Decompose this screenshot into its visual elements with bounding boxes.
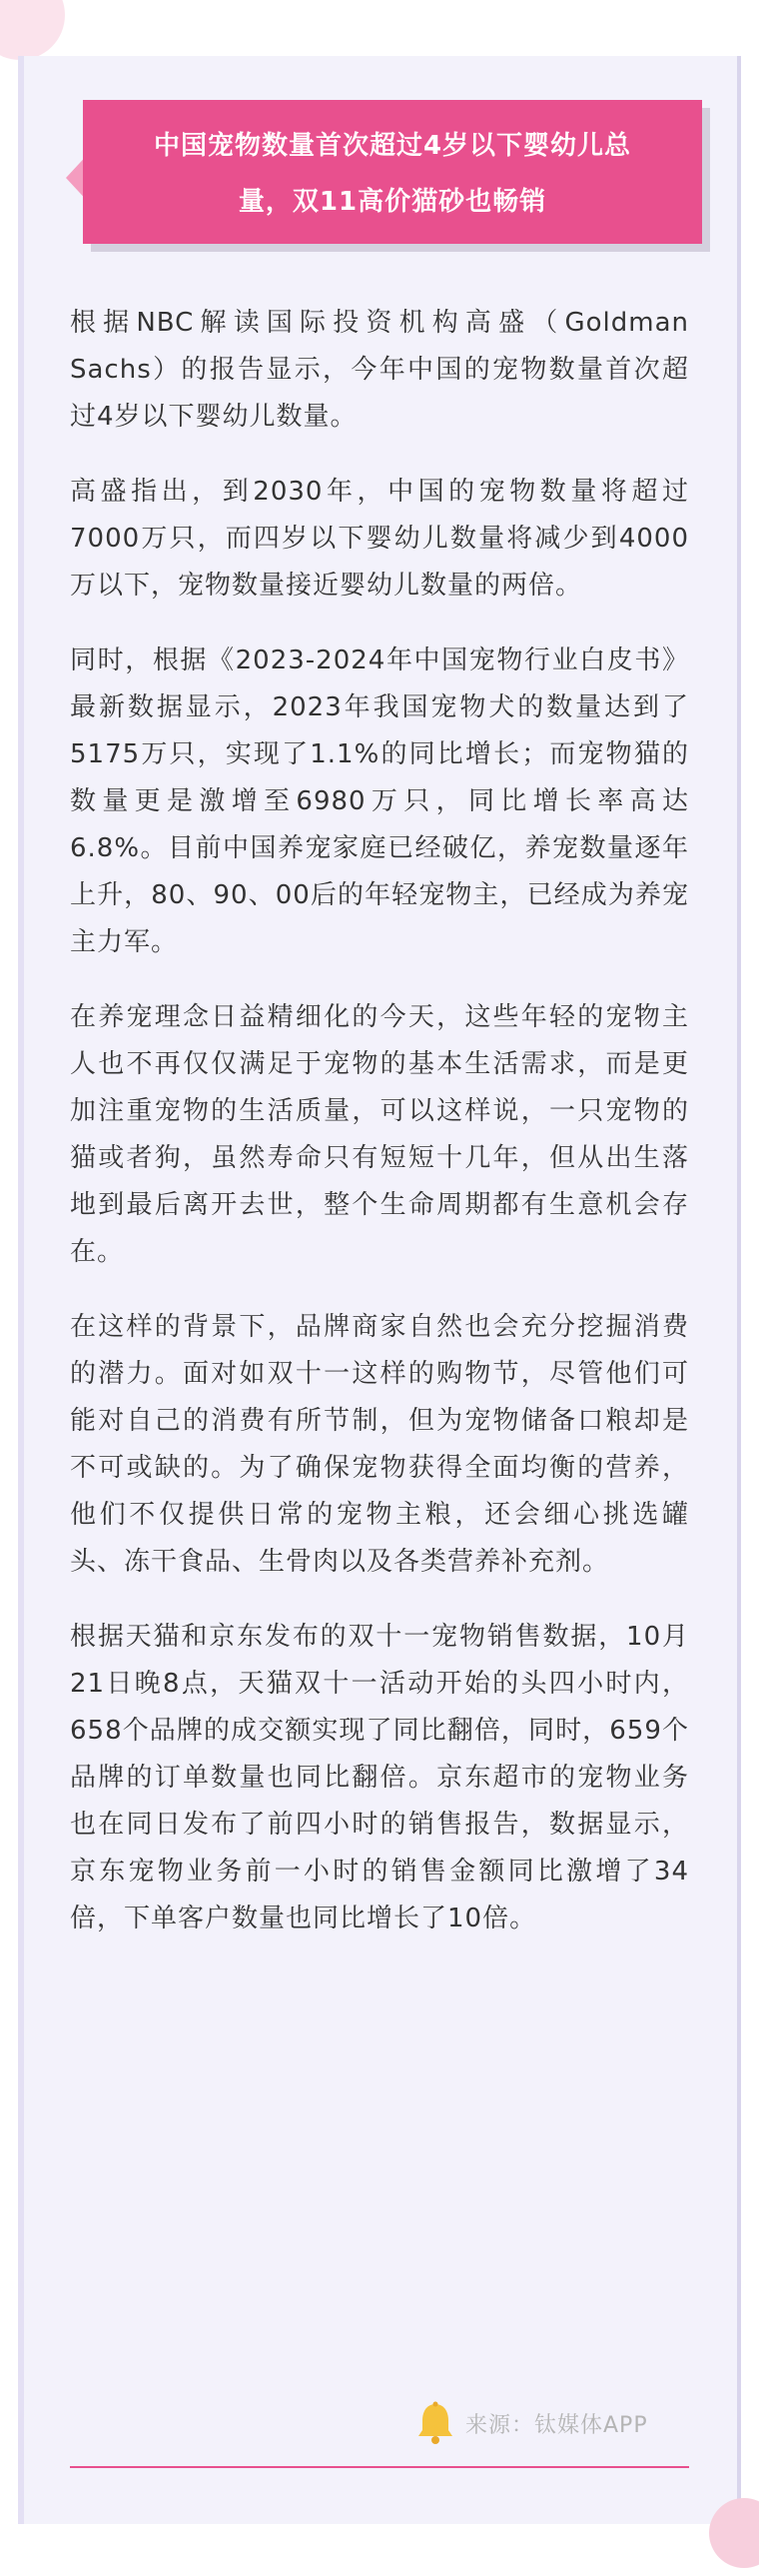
divider <box>70 2466 689 2468</box>
decorative-circle <box>0 0 65 60</box>
paragraph: 同时，根据《2023-2024年中国宠物行业白皮书》最新数据显示，2023年我国宠物犬的数量达到了5175万只，实现了1.1%的同比增长；而宠物猫的数量更是激增至6980万只，同比增长率高达6.8%。目前中国养宠家庭已经破亿，养宠数量逐年上升，80、90、00后的年轻宠物主，已经成为养宠主力军。 <box>70 645 689 957</box>
paragraph: 高盛指出，到2030年，中国的宠物数量将超过7000万只，而四岁以下婴幼儿数量将减少到4000万以下，宠物数量接近婴幼儿数量的两倍。 <box>70 477 689 601</box>
article-header <box>83 100 702 244</box>
paragraph: 在这样的背景下，品牌商家自然也会充分挖掘消费的潜力。面对如双十一这样的购物节，尽管他们可能对自己的消费有所节制，但为宠物储备口粮却是不可或缺的。为了确保宠物获得全面均衡的营养，他们不仅提供日常的宠物主粮，还会细心挑选罐头、冻干食品、生骨肉以及各类营养补充剂。 <box>70 1312 689 1577</box>
paragraph: 根据天猫和京东发布的双十一宠物销售数据，10月21日晚8点，天猫双十一活动开始的头四小时内，658个品牌的成交额实现了同比翻倍，同时，659个品牌的订单数量也同比翻倍。京东超市的宠物业务也在同日发布了前四小时的销售报告，数据显示，京东宠物业务前一小时的销售金额同比激增了34倍，下单客户数量也同比增长了10倍。 <box>70 1622 689 1933</box>
paragraph: 在养宠理念日益精细化的今天，这些年轻的宠物主人也不再仅仅满足于宠物的基本生活需求，而是更加注重宠物的生活质量，可以这样说，一只宠物的猫或者狗，虽然寿命只有短短十几年，但从出生落地到最后离开去世，整个生命周期都有生意机会存在。 <box>70 1002 689 1267</box>
source-attribution <box>415 2398 648 2448</box>
bell-icon <box>415 2400 455 2446</box>
article-body <box>70 300 689 1970</box>
article-title: 中国宠物数量首次超过4岁以下婴幼儿总量，双11高价猫砂也畅销 <box>153 131 632 217</box>
source-label: 来源：钛媒体APP <box>465 2412 648 2438</box>
paragraph: 根据NBC解读国际投资机构高盛（Goldman Sachs）的报告显示，今年中国的宠物数量首次超过4岁以下婴幼儿数量。 <box>70 308 689 432</box>
